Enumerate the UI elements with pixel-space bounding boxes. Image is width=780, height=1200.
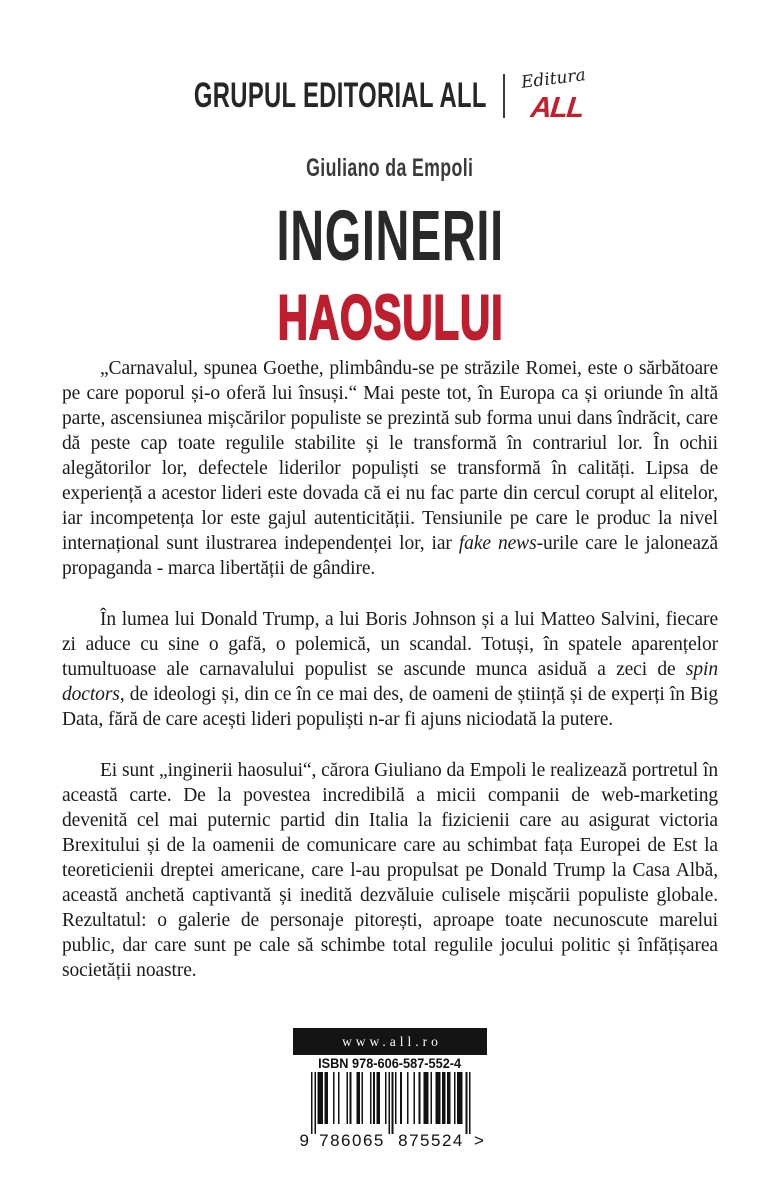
- header-divider: [503, 74, 505, 118]
- title-line2-row: [0, 283, 780, 363]
- author-line: [0, 150, 780, 190]
- isbn-text: ISBN 978-606-587-552-4: [318, 1055, 462, 1071]
- blurb-paragraph: Ei sunt „inginerii haosului“, cărora Giuliano da Empoli le realizează portretul în această carte. De la povestea incredibilă a micii companii de web-marketing devenită cel mai puternic partid din Italia la fizicienii care au asigurat victoria Brexitului și de la oamenii de comunicare care au schimbat fața Europei de Est la teoreticienii dreptei americane, care l-au propulsat pe Donald Trump la Casa Albă, această anchetă captivantă și inedită dezvăluie culisele mișcării populiste globale. Rezultatul: o galerie de personaje pitorești, aproape toate necunoscute marelui public, dar care sunt pe cale să schimbe total regulile jocului politic și înfățișarea societății noastre.: [62, 760, 718, 981]
- blurb: [62, 356, 718, 1009]
- author-name: Giuliano da Empoli: [306, 154, 474, 182]
- barcode-digits: >: [474, 1131, 484, 1150]
- publisher-group-name: GRUPUL EDITORIAL ALL: [193, 76, 487, 115]
- website-url: www.all.ro: [342, 1033, 442, 1049]
- title-block: [0, 150, 780, 363]
- book-title-line1: INGINERII: [276, 197, 504, 276]
- editura-all-logo: [519, 65, 589, 124]
- publisher-header: [0, 65, 780, 124]
- logo-all-wordmark: ALL: [529, 92, 585, 124]
- website-band: [293, 1028, 487, 1055]
- ean13-barcode: [293, 1072, 487, 1150]
- isbn-line: [293, 1057, 487, 1071]
- barcode-digits: 786065: [319, 1131, 385, 1150]
- book-title-line2: HAOSULUI: [277, 283, 503, 353]
- title-line1-row: [0, 197, 780, 293]
- blurb-paragraph: În lumea lui Donald Trump, a lui Boris Johnson și a lui Matteo Salvini, fiecare zi aduce cu sine o gafă, o polemică, un scandal. Totuși, în spatele aparențelor tumultuoase ale carnavalului populist se ascunde munca asiduă a zeci de spin doctors, de ideologi și, din ce în ce mai des, de oameni de știință și de experți în Big Data, fără de care acești lideri populiști n-ar fi ajuns niciodată la putere.: [62, 609, 718, 730]
- barcode-block: [293, 1028, 487, 1150]
- blurb-paragraph: „Carnavalul, spunea Goethe, plimbându-se pe străzile Romei, este o sărbătoare pe care poporul și-o oferă lui însuși.“ Mai peste tot, în Europa ca și oriunde în altă parte, ascensiunea mișcărilor populiste se prezintă sub forma unui dans îndrăcit, care dă peste cap toate regulile stabilite și le transformă în contrariul lor. În ochii alegătorilor lor, defectele liderilor populiști se transformă în calități. Lipsa de experiență a acestor lideri este dovada că ei nu fac parte din cercul corupt al elitelor, iar incompetența lor este gajul autenticității. Tensiunile pe care le produc la nivel internațional sunt ilustrarea independenței lor, iar fake news-urile care le jalonează propaganda - marca libertății de gândire.: [62, 358, 718, 579]
- logo-editura-script-text: Editura: [520, 65, 588, 93]
- barcode-digits: 875524: [398, 1131, 464, 1150]
- barcode-digits: 9: [299, 1131, 309, 1150]
